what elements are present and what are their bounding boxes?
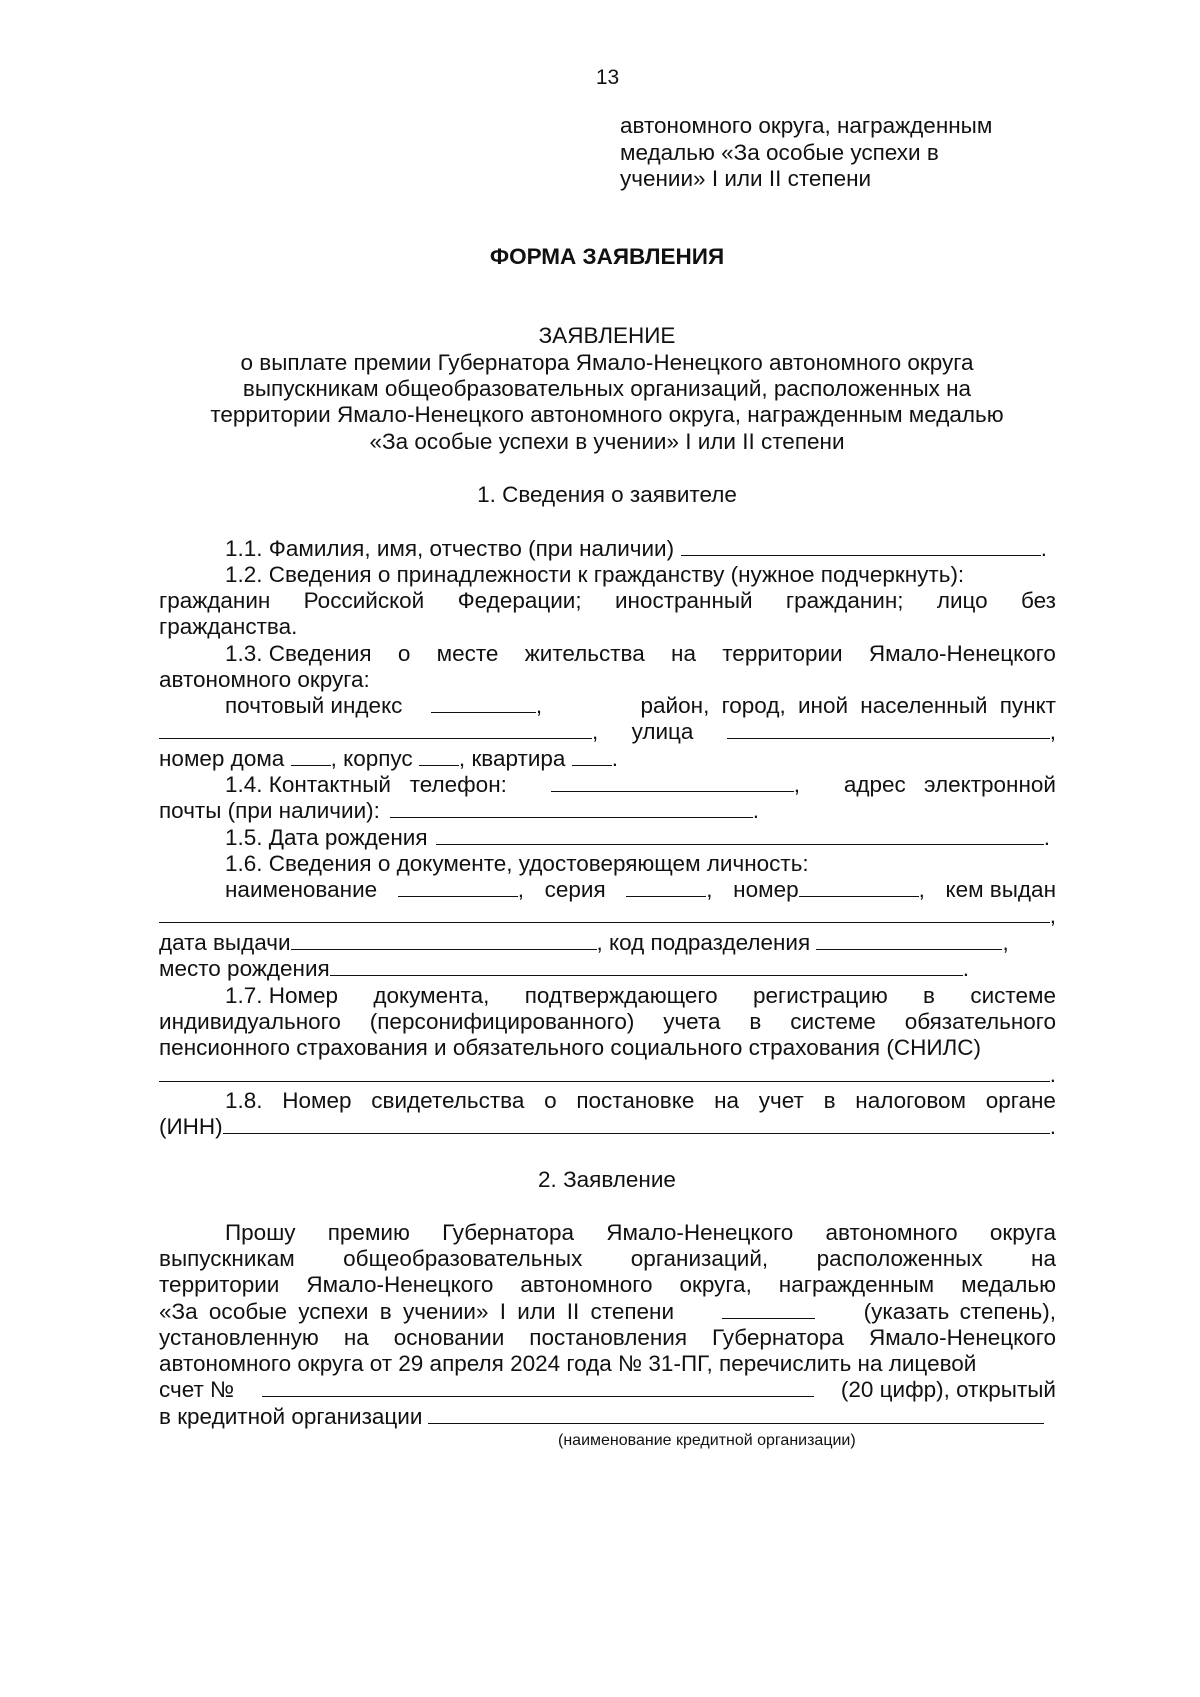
blank-snils[interactable]: [159, 1063, 1050, 1082]
label-phone: 1.4. Контактный телефон:: [225, 772, 507, 797]
word: общеобразовательных: [343, 1246, 583, 1271]
title-line: выпускникам общеобразовательных организаций, расположенных на: [242, 376, 972, 401]
option-word[interactable]: Российской: [303, 588, 425, 613]
word: Ямало-Ненецкого: [306, 1272, 494, 1297]
header-right-line: автономного округа, награжденным: [620, 113, 993, 138]
form-heading: ФОРМА ЗАЯВЛЕНИЯ: [489, 244, 725, 269]
field-full-name: 1.1. Фамилия, имя, отчество (при наличии) .: [225, 536, 1047, 561]
section-2-heading: 2. Заявление: [538, 1167, 676, 1192]
option-word[interactable]: лицо: [936, 588, 988, 613]
blank-street[interactable]: [727, 720, 1050, 739]
word: 1.3. Сведения: [225, 641, 372, 666]
label-flat: квартира: [471, 746, 566, 771]
blank-degree[interactable]: [722, 1300, 815, 1319]
option-word[interactable]: гражданин: [159, 588, 271, 613]
word: на: [671, 641, 696, 666]
label-postal-index: почтовый индекс: [225, 693, 403, 718]
citizenship-options: [159, 588, 1056, 615]
word: учета: [663, 1009, 721, 1034]
word: награжденным: [778, 1272, 935, 1297]
word: системе: [970, 983, 1056, 1008]
word: индивидуального: [159, 1009, 341, 1034]
word: Ямало-Ненецкого: [868, 641, 1056, 666]
word: (персонифицированного): [369, 1009, 635, 1034]
label-street: улица: [631, 719, 694, 744]
blank-doc-name[interactable]: [398, 878, 518, 897]
blank-flat[interactable]: [572, 747, 612, 766]
label-email-cont: почты (при наличии):: [159, 798, 380, 823]
option-word[interactable]: гражданин;: [785, 588, 904, 613]
id-doc-label: 1.6. Сведения о документе, удостоверяющем личность:: [225, 851, 809, 876]
residence-label: [225, 641, 1056, 668]
word: жительства: [524, 641, 645, 666]
snils-label-cont: [159, 1009, 1056, 1036]
word: системе: [790, 1009, 876, 1034]
word: автономного: [825, 1220, 958, 1245]
snils-label: [225, 983, 1056, 1010]
word: Прошу: [225, 1220, 296, 1245]
word: о: [544, 1088, 557, 1113]
label-doc-issuer: кем выдан: [945, 877, 1056, 902]
word: выпускникам: [159, 1246, 295, 1271]
word: территории: [159, 1272, 280, 1297]
label-birthplace: место рождения: [159, 956, 330, 981]
birthplace-row: место рождения .: [159, 956, 969, 981]
address-row-3: номер дома , корпус , квартира .: [159, 746, 618, 771]
label-full-name: 1.1. Фамилия, имя, отчество (при наличии): [225, 536, 675, 561]
bank-row: [159, 1404, 1044, 1431]
word: постановке: [576, 1088, 695, 1113]
label-locality: район, город, иной населенный пункт: [640, 693, 1056, 718]
label-inn: (ИНН): [159, 1114, 223, 1139]
word: на: [1031, 1246, 1056, 1271]
option-word[interactable]: Федерации;: [457, 588, 582, 613]
id-doc-row: наименование , серия , номер , кем выдан: [225, 877, 1056, 902]
word: округа: [989, 1220, 1056, 1245]
word: Губернатора: [442, 1220, 574, 1245]
word: в: [923, 983, 935, 1008]
label-dept-code: код подразделения: [609, 930, 811, 955]
statement-line: [159, 1299, 1056, 1326]
blank-postal-index[interactable]: [431, 694, 536, 713]
degree-hint: (указать степень),: [863, 1299, 1056, 1324]
blank-doc-series[interactable]: [626, 878, 706, 897]
blank-locality[interactable]: [159, 720, 592, 739]
word: учет: [758, 1088, 804, 1113]
citizenship-label: 1.2. Сведения о принадлежности к гражданству (нужное подчеркнуть):: [225, 562, 965, 587]
word: расположенных: [816, 1246, 983, 1271]
word: медалью: [961, 1272, 1056, 1297]
blank-full-name[interactable]: [681, 537, 1041, 556]
word: документа,: [373, 983, 490, 1008]
header-right-line: медалью «За особые успехи в: [620, 140, 939, 165]
blank-birthplace[interactable]: [330, 957, 963, 976]
word: подтверждающего: [524, 983, 718, 1008]
blank-bank-name[interactable]: [428, 1405, 1044, 1424]
snils-row: .: [159, 1062, 1056, 1089]
label-doc-name: наименование: [225, 877, 378, 902]
statement-line: установленную на основании постановления Губернатора Ямало-Ненецкого: [159, 1325, 1056, 1350]
blank-birthdate[interactable]: [436, 826, 1044, 845]
contact-row: 1.4. Контактный телефон: , адрес электронной: [225, 772, 1056, 797]
title-line: территории Ямало-Ненецкого автономного округа, награжденным медалью: [210, 402, 1004, 427]
blank-account-number[interactable]: [262, 1378, 814, 1397]
label-issue-date: дата выдачи: [159, 930, 291, 955]
snils-label-end: пенсионного страхования и обязательного социального страхования (СНИЛС): [159, 1035, 982, 1060]
option-word[interactable]: без: [1020, 588, 1056, 613]
address-row-2: , улица ,: [159, 719, 1056, 746]
header-right-line: учении» I или II степени: [620, 166, 872, 191]
statement-line: [159, 1246, 1056, 1273]
inn-label: [225, 1088, 1056, 1115]
word: в: [749, 1009, 762, 1034]
page-number: 13: [595, 66, 620, 89]
blank-doc-issuer[interactable]: [159, 904, 1050, 923]
blank-house[interactable]: [291, 747, 331, 766]
email-row: почты (при наличии): .: [159, 798, 759, 823]
label-birthdate: 1.5. Дата рождения: [225, 825, 428, 850]
issue-date-row: дата выдачи , код подразделения ,: [159, 930, 1009, 955]
option-word[interactable]: гражданства.: [159, 614, 298, 639]
word: 1.7. Номер: [225, 983, 339, 1008]
statement-line: автономного округа от 29 апреля 2024 года № 31-ПГ, перечислить на лицевой: [159, 1351, 977, 1376]
word: налоговом: [855, 1088, 967, 1113]
label-bank: в кредитной организации: [159, 1404, 423, 1429]
statement-line: [225, 1220, 1056, 1247]
bank-caption: (наименование кредитной организации): [558, 1432, 856, 1449]
title-line: «За особые успехи в учении» I или II степени: [369, 429, 845, 454]
statement-line: [159, 1272, 1056, 1299]
word: Ямало-Ненецкого: [606, 1220, 794, 1245]
word: Номер: [282, 1088, 352, 1113]
word: органе: [985, 1088, 1056, 1113]
blank-doc-number[interactable]: [799, 878, 919, 897]
issuer-row: ,: [159, 903, 1056, 930]
residence-label-cont: автономного округа:: [159, 667, 370, 692]
blank-inn[interactable]: [223, 1115, 1050, 1134]
blank-email[interactable]: [390, 799, 753, 818]
label-doc-number: номер: [733, 877, 799, 902]
word: автономного: [520, 1272, 653, 1297]
word: обязательного: [904, 1009, 1056, 1034]
birthdate-row: 1.5. Дата рождения .: [225, 825, 1050, 850]
word: 1.8.: [225, 1088, 263, 1113]
word: о: [397, 641, 411, 666]
label-email: адрес электронной: [843, 772, 1056, 797]
word: округа,: [679, 1272, 752, 1297]
word: месте: [436, 641, 499, 666]
word: территории: [722, 641, 843, 666]
account-row: [159, 1377, 1056, 1404]
option-word[interactable]: иностранный: [614, 588, 753, 613]
blank-phone[interactable]: [551, 773, 794, 792]
label-house: номер дома: [159, 746, 285, 771]
medal-text: «За особые успехи в учении» I или II степени: [159, 1299, 675, 1324]
address-row-1: почтовый индекс , район, город, иной населенный пункт: [225, 693, 1056, 718]
word: в: [823, 1088, 836, 1113]
word: организаций,: [630, 1246, 769, 1271]
blank-dept-code[interactable]: [816, 931, 1002, 950]
label-doc-series: серия: [544, 877, 606, 902]
title-line: о выплате премии Губернатора Ямало-Ненецкого автономного округа: [240, 350, 974, 375]
word: на: [714, 1088, 740, 1113]
blank-korpus[interactable]: [419, 747, 459, 766]
section-1-heading: 1. Сведения о заявителе: [477, 482, 737, 507]
blank-issue-date[interactable]: [291, 931, 597, 950]
word: свидетельства: [371, 1088, 525, 1113]
word: премию: [327, 1220, 410, 1245]
label-korpus: корпус: [343, 746, 413, 771]
account-hint: (20 цифр), открытый: [840, 1377, 1056, 1402]
title: ЗАЯВЛЕНИЕ: [538, 323, 676, 348]
inn-row: (ИНН) .: [159, 1114, 1056, 1139]
word: регистрацию: [752, 983, 888, 1008]
label-account: счет №: [159, 1377, 235, 1402]
